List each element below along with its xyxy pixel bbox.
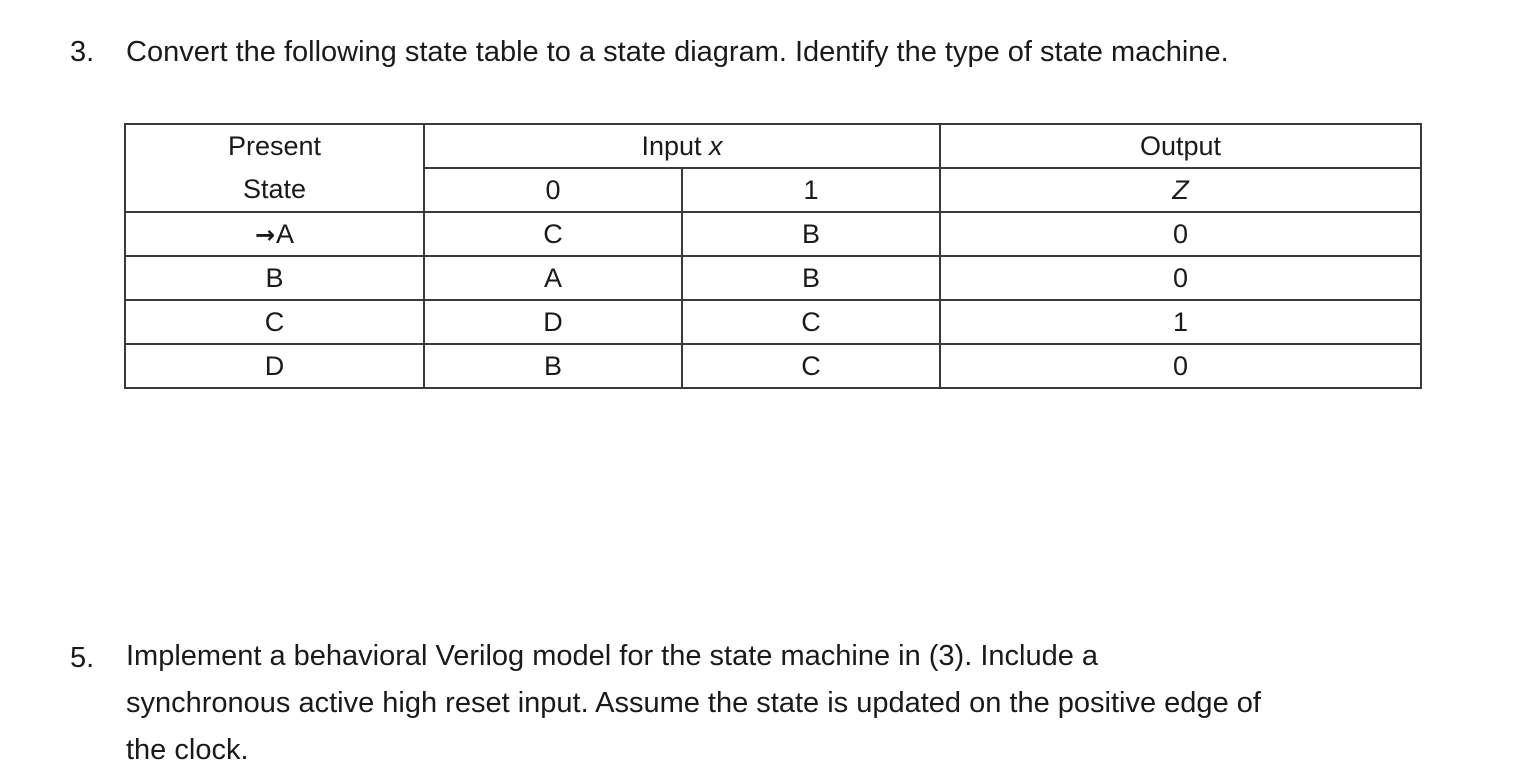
next-state-x1-cell: C <box>682 344 940 388</box>
output-z-cell: 0 <box>940 344 1421 388</box>
present-header-text: Present <box>227 131 322 161</box>
next-state-x0-cell: D <box>424 300 682 344</box>
next-state-x0-cell: C <box>424 212 682 256</box>
output-z-cell: 0 <box>940 256 1421 300</box>
present-state-cell: B <box>125 256 424 300</box>
question-5-line-3: the clock. <box>126 734 249 766</box>
table-header-row-2 <box>125 168 1421 212</box>
input-1-header: 1 <box>682 168 940 212</box>
output-z-cell: 0 <box>940 212 1421 256</box>
table-row <box>125 256 1421 300</box>
question-3-text: Convert the following state table to a state diagram. Identify the type of state machine. <box>126 36 1229 68</box>
table-row <box>125 300 1421 344</box>
input-variable: x <box>709 130 723 161</box>
output-header <box>940 124 1421 168</box>
state-header-text: State <box>242 174 307 204</box>
output-z-cell: 1 <box>940 300 1421 344</box>
output-header-text: Output <box>1139 130 1222 161</box>
state-table <box>124 123 1422 389</box>
present-state-cell <box>125 212 424 256</box>
input-0-header: 0 <box>424 168 682 212</box>
output-variable-header: Z <box>940 168 1421 212</box>
present-state-cell: C <box>125 300 424 344</box>
input-header-text: Input <box>641 130 702 161</box>
input-x-header <box>424 124 940 168</box>
next-state-x1-cell: B <box>682 212 940 256</box>
question-5-line-2: synchronous active high reset input. Assume the state is updated on the positive edge of <box>126 687 1261 719</box>
next-state-x0-cell: B <box>424 344 682 388</box>
question-5-text <box>126 633 1456 774</box>
question-5-line-1: Implement a behavioral Verilog model for the state machine in (3). Include a <box>126 640 1099 672</box>
initial-state-arrow-icon: → <box>254 220 276 249</box>
next-state-x1-cell: B <box>682 256 940 300</box>
question-5-number: 5. <box>70 642 95 674</box>
table-row <box>125 212 1421 256</box>
present-state-cell: D <box>125 344 424 388</box>
table-row <box>125 344 1421 388</box>
state-label: A <box>276 218 295 249</box>
present-state-header-top <box>125 124 424 168</box>
present-state-header-bottom <box>125 168 424 212</box>
next-state-x1-cell: C <box>682 300 940 344</box>
next-state-x0-cell: A <box>424 256 682 300</box>
table-header-row-1 <box>125 124 1421 168</box>
question-3-number: 3. <box>70 36 95 68</box>
